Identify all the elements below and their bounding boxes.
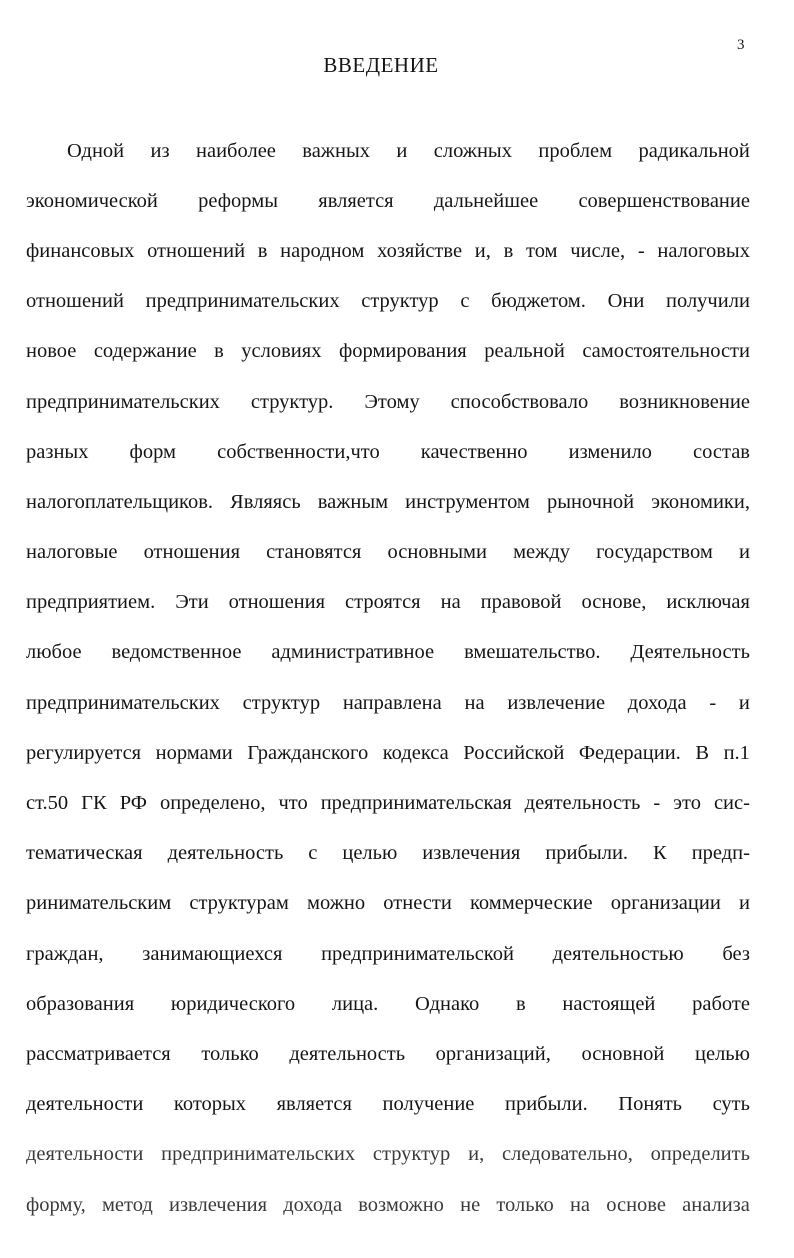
- word: регулируется: [26, 741, 142, 764]
- word: на: [569, 1193, 591, 1216]
- word: организаций,: [435, 1042, 551, 1065]
- word: народном: [280, 239, 365, 262]
- word: п.1: [723, 741, 750, 764]
- word: извлечения: [422, 842, 521, 865]
- word: форму,: [26, 1193, 86, 1216]
- word: извлечение: [507, 691, 606, 714]
- word: деятельностью: [552, 942, 684, 965]
- word: сложных: [433, 139, 512, 162]
- word: прибыли.: [504, 1093, 588, 1116]
- word: условиях: [241, 340, 322, 363]
- word: и,: [474, 239, 491, 262]
- word: любое: [26, 641, 82, 664]
- text-line: [26, 176, 750, 226]
- word: ГК: [81, 792, 107, 815]
- text-line: [26, 578, 750, 628]
- word: вмешательство.: [464, 641, 601, 664]
- word: юридического: [170, 992, 296, 1015]
- word: определено,: [159, 792, 266, 815]
- word: дохода: [627, 691, 687, 714]
- word: в: [214, 340, 224, 363]
- word: дальнейшее: [433, 189, 539, 212]
- word: можно: [307, 892, 366, 915]
- text-line: [26, 277, 750, 327]
- word: прибыли.: [545, 842, 629, 865]
- word: инструментом: [405, 490, 530, 513]
- word: структурам: [189, 892, 289, 915]
- word: метод: [101, 1193, 153, 1216]
- word: без: [722, 942, 750, 965]
- word: собственности,что: [217, 440, 380, 463]
- word: деятельности: [26, 1143, 144, 1166]
- word: РФ: [119, 792, 147, 815]
- word: экономической: [26, 189, 158, 212]
- word: с: [308, 842, 318, 865]
- word: лица.: [331, 992, 379, 1015]
- word: следовательно,: [502, 1143, 633, 1166]
- word: в: [503, 239, 514, 262]
- text-line: [26, 1180, 750, 1230]
- word: качественно: [420, 440, 528, 463]
- word: структур: [372, 1143, 451, 1166]
- word: в: [257, 239, 268, 262]
- word: предпринимательской: [321, 942, 514, 965]
- word: из: [150, 139, 170, 162]
- word: государством: [596, 541, 713, 564]
- word: отношения: [143, 541, 240, 564]
- word: содержание: [93, 340, 197, 363]
- word: Деятельность: [630, 641, 750, 664]
- word: получение: [382, 1093, 475, 1116]
- word: Федерации.: [578, 741, 681, 764]
- word: В: [695, 741, 710, 764]
- word: Эти: [175, 591, 209, 614]
- word: сис-: [713, 792, 750, 815]
- word: возникновение: [619, 390, 750, 413]
- word: целью: [695, 1042, 750, 1065]
- word: предпринимательская: [320, 792, 512, 815]
- word: дохода: [283, 1193, 343, 1216]
- word: и: [738, 691, 750, 714]
- word: предпринимательских: [145, 290, 340, 313]
- word: структур.: [250, 390, 334, 413]
- word: между: [513, 541, 570, 564]
- text-line: [26, 979, 750, 1029]
- word: и: [738, 541, 750, 564]
- word: ведомственное: [111, 641, 242, 664]
- word: основной: [581, 1042, 665, 1065]
- word: том: [526, 239, 558, 262]
- word: отношений: [147, 239, 246, 262]
- word: становятся: [266, 541, 362, 564]
- word: налоговые: [26, 541, 118, 564]
- word: структур: [242, 691, 321, 714]
- word: является: [276, 1093, 352, 1116]
- word: организации: [610, 892, 721, 915]
- text-line: [26, 778, 750, 828]
- body-text: [26, 126, 750, 1230]
- word: строятся: [345, 591, 421, 614]
- word: предпринимательских: [26, 390, 220, 413]
- word: Они: [607, 290, 645, 313]
- word: важных: [302, 139, 370, 162]
- word: хозяйстве: [377, 239, 463, 262]
- word: совершенствование: [578, 189, 750, 212]
- word: Являясь: [230, 490, 301, 513]
- text-line: [26, 528, 750, 578]
- word: Этому: [364, 390, 420, 413]
- text-line: [26, 728, 750, 778]
- word: исключая: [666, 591, 750, 614]
- word: возможно: [358, 1193, 444, 1216]
- word: новое: [26, 340, 77, 363]
- word: реформы: [198, 189, 278, 212]
- word: с: [460, 290, 470, 313]
- text-line: [26, 1029, 750, 1079]
- word: на: [440, 591, 461, 614]
- word: Понять: [618, 1093, 683, 1116]
- text-line: [26, 1130, 750, 1180]
- word: в: [515, 992, 526, 1015]
- word: целью: [342, 842, 398, 865]
- text-line: [26, 126, 750, 176]
- word: тематическая: [26, 842, 143, 865]
- text-line: [26, 477, 750, 527]
- word: важным: [317, 490, 389, 513]
- word: ринимательским: [26, 892, 172, 915]
- word: рыночной: [546, 490, 635, 513]
- word: кодекса: [382, 741, 449, 764]
- word: предп-: [691, 842, 750, 865]
- word: и: [738, 892, 750, 915]
- word: основе: [606, 1193, 666, 1216]
- text-line: [26, 327, 750, 377]
- word: налоговых: [657, 239, 750, 262]
- word: и: [396, 139, 408, 162]
- word: основными: [387, 541, 487, 564]
- word: -: [709, 691, 717, 714]
- word: разных: [26, 440, 89, 463]
- word: рассматривается: [26, 1042, 171, 1065]
- word: правовой: [480, 591, 562, 614]
- word: формирования: [338, 340, 467, 363]
- word: нормами: [155, 741, 233, 764]
- word: -: [637, 239, 645, 262]
- word: бюджетом.: [491, 290, 586, 313]
- word: предпринимательских: [26, 691, 220, 714]
- word: определить: [650, 1143, 750, 1166]
- word: является: [318, 189, 394, 212]
- word: суть: [712, 1093, 750, 1116]
- word: и,: [468, 1143, 485, 1166]
- word: получили: [666, 290, 750, 313]
- word: занимающиехся: [142, 942, 283, 965]
- text-line: [26, 377, 750, 427]
- word: деятельность: [524, 792, 641, 815]
- text-line: [26, 427, 750, 477]
- word: настоящей: [562, 992, 656, 1015]
- word: структур: [361, 290, 439, 313]
- page-title: ВВЕДЕНИЕ: [323, 53, 439, 77]
- word: предпринимательских: [161, 1143, 356, 1166]
- word: не: [460, 1193, 481, 1216]
- text-line: [26, 829, 750, 879]
- word: -: [653, 792, 661, 815]
- word: административное: [271, 641, 435, 664]
- word: коммерческие: [469, 892, 593, 915]
- word: деятельность: [289, 1042, 406, 1065]
- word: самостоятельности: [582, 340, 750, 363]
- word: направлена: [342, 691, 442, 714]
- word: анализа: [682, 1193, 750, 1216]
- text-line: [26, 929, 750, 979]
- word: ст.50: [26, 792, 69, 815]
- word: работе: [692, 992, 750, 1015]
- text-line: [26, 226, 750, 276]
- word: Гражданского: [247, 741, 369, 764]
- word: числе,: [570, 239, 626, 262]
- word: налогоплательщиков.: [26, 490, 214, 513]
- text-line: [26, 1080, 750, 1130]
- word: К: [653, 842, 667, 865]
- text-line: [26, 879, 750, 929]
- word: образования: [26, 992, 135, 1015]
- word: только: [201, 1042, 259, 1065]
- word: финансовых: [26, 239, 135, 262]
- word: отношений: [26, 290, 124, 313]
- word: проблем: [538, 139, 613, 162]
- word: это: [673, 792, 701, 815]
- word: только: [496, 1193, 554, 1216]
- word: деятельность: [167, 842, 284, 865]
- word: способствовало: [450, 390, 589, 413]
- word: основе,: [581, 591, 647, 614]
- word: экономики,: [651, 490, 750, 513]
- word: которых: [173, 1093, 247, 1116]
- word: извлечения: [168, 1193, 268, 1216]
- word: состав: [693, 440, 750, 463]
- word: на: [464, 691, 485, 714]
- word: Одной: [67, 139, 125, 162]
- word: форм: [129, 440, 176, 463]
- word: радикальной: [638, 139, 750, 162]
- text-line: [26, 678, 750, 728]
- word: что: [278, 792, 308, 815]
- word: отношения: [228, 591, 326, 614]
- page-number: 3: [737, 37, 745, 53]
- word: изменило: [568, 440, 652, 463]
- word: наиболее: [196, 139, 276, 162]
- word: граждан,: [26, 942, 104, 965]
- word: деятельности: [26, 1093, 144, 1116]
- word: реальной: [484, 340, 565, 363]
- word: Однако: [415, 992, 480, 1015]
- word: отнести: [383, 892, 452, 915]
- word: Российской: [463, 741, 565, 764]
- word: предприятием.: [26, 591, 156, 614]
- text-line: [26, 628, 750, 678]
